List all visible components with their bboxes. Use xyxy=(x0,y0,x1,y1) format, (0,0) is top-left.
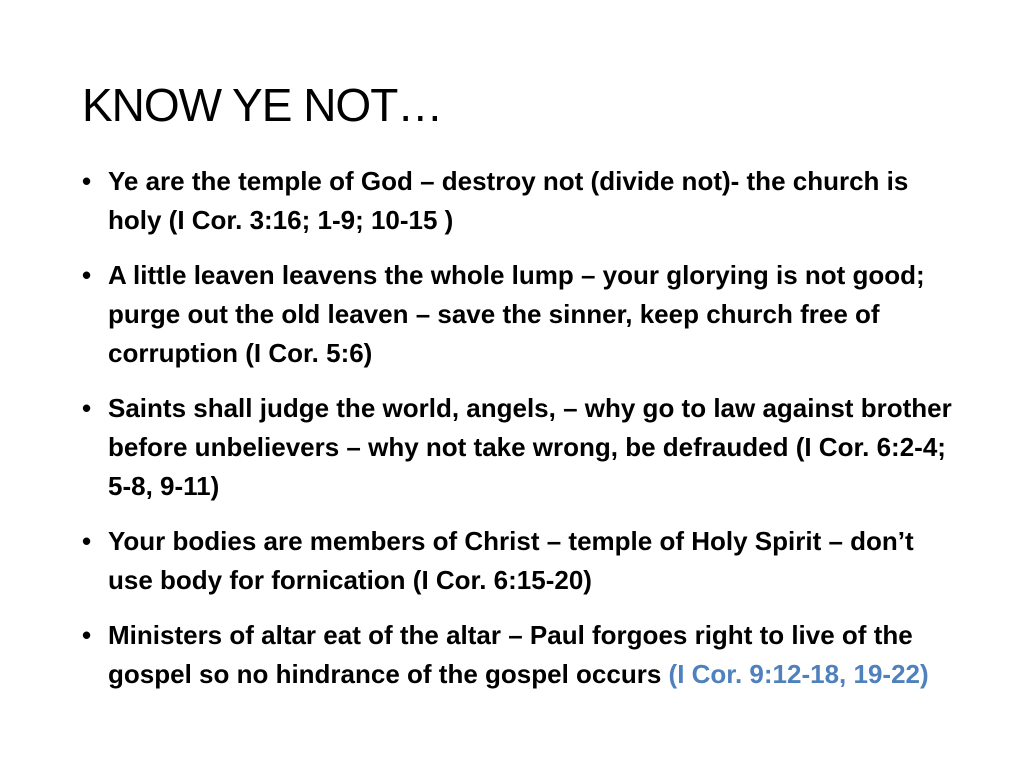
bullet-dot-icon: • xyxy=(82,526,92,556)
bullet-item-2 xyxy=(80,256,960,373)
bullet-text: Your bodies are members of Christ – temple of Holy Spirit – don’t use body for fornication (I Cor. 6:15-20) xyxy=(108,526,914,595)
bullet-text: Ministers of altar eat of the altar – Paul forgoes right to live of the gospel so no hindrance of the gospel occurs xyxy=(108,620,913,689)
bullet-item-3 xyxy=(80,389,960,506)
bullet-item-4 xyxy=(80,522,960,600)
bullet-item-1 xyxy=(80,162,960,240)
scripture-reference-link[interactable]: (I Cor. 9:12-18, 19-22) xyxy=(668,659,929,689)
bullet-list xyxy=(80,162,960,710)
bullet-dot-icon: • xyxy=(82,393,92,423)
bullet-text: Ye are the temple of God – destroy not (divide not)- the church is holy (I Cor. 3:16; 1-9; 10-15 ) xyxy=(108,166,909,235)
bullet-text: Saints shall judge the world, angels, – why go to law against brother before unbelievers – why not take wrong, be defrauded (I Cor. 6:2-4; 5-8, 9-11) xyxy=(108,393,952,501)
bullet-item-5 xyxy=(80,616,960,694)
bullet-dot-icon: • xyxy=(82,620,92,650)
bullet-dot-icon: • xyxy=(82,166,92,196)
slide-title: KNOW YE NOT… xyxy=(82,79,443,131)
bullet-dot-icon: • xyxy=(82,260,92,290)
bullet-text: A little leaven leavens the whole lump – your glorying is not good; purge out the old leaven – save the sinner, keep church free of corruption (I Cor. 5:6) xyxy=(108,260,925,368)
